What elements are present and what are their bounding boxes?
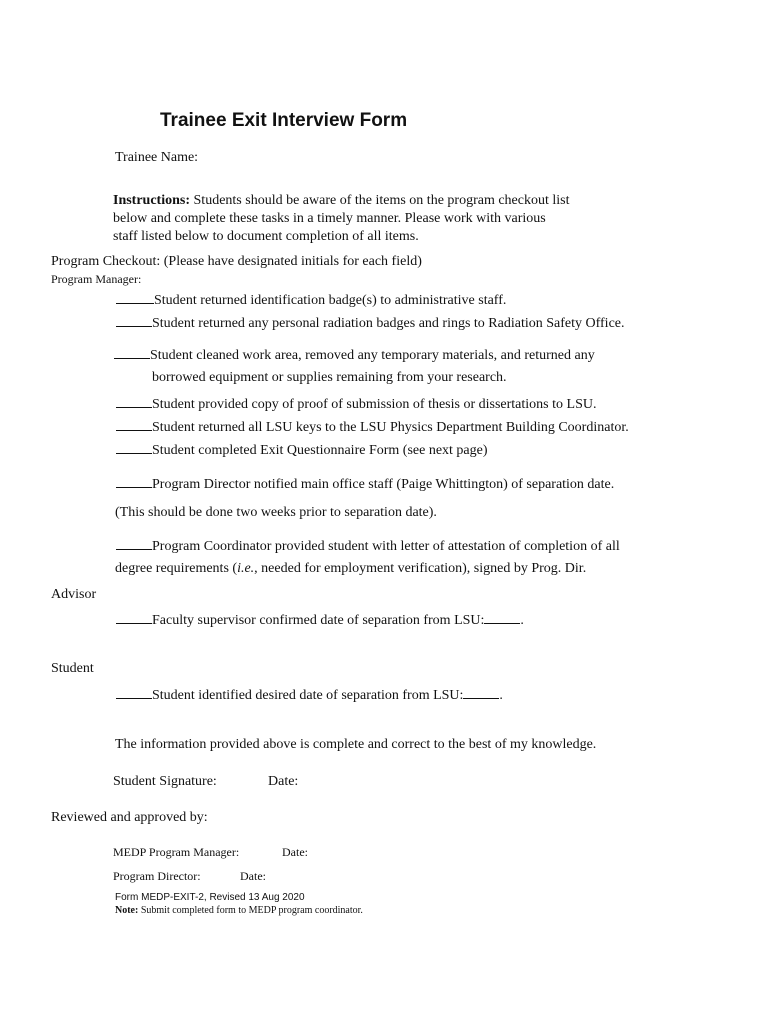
student-heading: Student [51, 661, 94, 676]
checklist-item-radiation-badges [116, 314, 625, 332]
program-checkout-heading: Program Checkout: (Please have designated initials for each field) [51, 254, 422, 269]
initials-blank[interactable] [116, 611, 152, 624]
item-text: Student provided copy of proof of submission of thesis or dissertations to LSU. [152, 397, 597, 412]
initials-blank[interactable] [116, 475, 152, 488]
initials-blank[interactable] [116, 314, 152, 327]
initials-blank[interactable] [116, 418, 152, 431]
initials-blank[interactable] [116, 537, 152, 550]
coordinator-text-ie: i.e. [237, 561, 255, 576]
instructions-line-1 [113, 193, 570, 209]
coordinator-text-post: , needed for employment verification), signed by Prog. Dir. [254, 561, 587, 576]
instructions-line-3: staff listed below to document completion of all items. [113, 229, 419, 244]
checklist-item-advisor: Faculty supervisor confirmed date of separation from LSU: . [116, 611, 524, 629]
form-id: Form MEDP-EXIT-2, Revised 13 Aug 2020 [115, 892, 305, 903]
checklist-item-director [116, 475, 614, 493]
item-text: Program Coordinator provided student with letter of attestation of completion of all [152, 539, 620, 554]
note-text: Submit completed form to MEDP program coordinator. [138, 905, 363, 916]
medp-manager-date-label: Date: [282, 845, 308, 859]
form-note [115, 905, 363, 916]
trainee-name-label: Trainee Name: [115, 150, 199, 165]
instructions-label: Instructions: [113, 193, 191, 208]
student-signature-label: Student Signature: [113, 774, 217, 789]
initials-blank[interactable] [116, 441, 152, 454]
coordinator-text-pre: degree requirements ( [115, 561, 238, 576]
advisor-heading: Advisor [51, 587, 97, 602]
checklist-item-coordinator [116, 537, 620, 555]
instructions-text-1: Students should be aware of the items on the program checkout list [190, 193, 570, 208]
item-text: Program Director notified main office staff (Paige Whittington) of separation date. [152, 477, 615, 492]
checklist-item-thesis [116, 395, 596, 413]
coordinator-line-2 [115, 561, 586, 577]
initials-blank[interactable] [116, 291, 154, 304]
initials-blank[interactable] [116, 395, 152, 408]
student-date-label: Date: [268, 774, 299, 789]
program-director-date-label: Date: [240, 869, 266, 883]
item-text: Student returned all LSU keys to the LSU Physics Department Building Coordinator. [152, 420, 629, 435]
form-title: Trainee Exit Interview Form [160, 110, 408, 131]
attestation-text: The information provided above is complete and correct to the best of my knowledge. [115, 737, 597, 752]
item-text: Student identified desired date of separation from LSU: [152, 688, 464, 703]
initials-blank[interactable] [114, 346, 150, 359]
date-blank[interactable] [463, 686, 499, 699]
reviewed-label: Reviewed and approved by: [51, 810, 208, 825]
initials-blank[interactable] [116, 686, 152, 699]
checklist-item-student: Student identified desired date of separation from LSU: . [116, 686, 503, 704]
item-text: Student returned any personal radiation badges and rings to Radiation Safety Office. [152, 316, 625, 331]
item-text: Student cleaned work area, removed any temporary materials, and returned any [150, 348, 595, 363]
program-manager-heading: Program Manager: [51, 272, 142, 286]
date-blank[interactable] [484, 611, 520, 624]
program-director-label: Program Director: [113, 869, 201, 883]
item-text: Student completed Exit Questionnaire Form (see next page) [152, 443, 488, 458]
medp-manager-label: MEDP Program Manager: [113, 845, 240, 859]
instructions-line-2: below and complete these tasks in a timely manner. Please work with various [113, 211, 546, 226]
checklist-item-keys [116, 418, 629, 436]
item-text: Faculty supervisor confirmed date of separation from LSU: [152, 613, 485, 628]
checklist-item-id-badge [116, 291, 506, 309]
note-label: Note: [115, 905, 139, 916]
item-text: Student returned identification badge(s) to administrative staff. [154, 293, 507, 308]
director-note: (This should be done two weeks prior to separation date). [115, 505, 437, 520]
checklist-item-questionnaire [116, 441, 488, 459]
checklist-item-work-area [114, 346, 595, 364]
checklist-item-work-area-cont: borrowed equipment or supplies remaining from your research. [152, 370, 507, 385]
